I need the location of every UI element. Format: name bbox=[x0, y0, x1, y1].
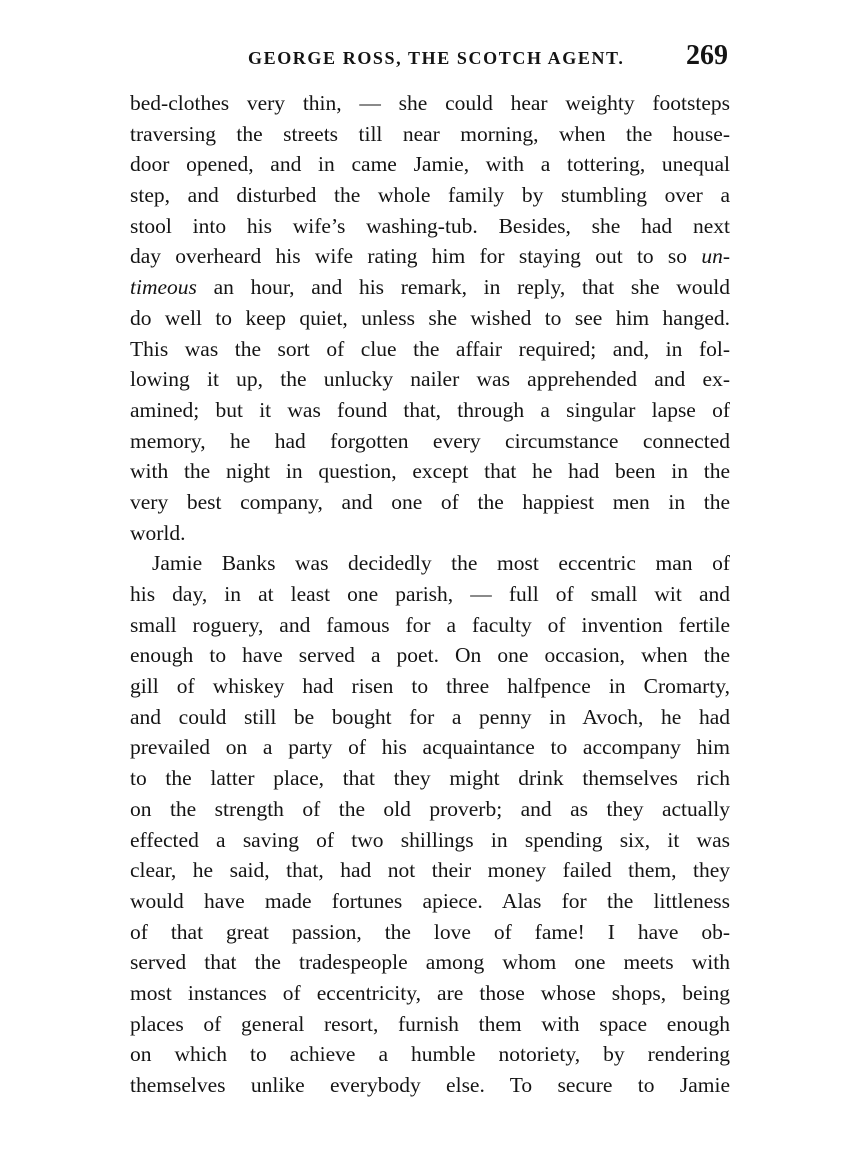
text-line: do well to keep quiet, unless she wished to see him hanged. bbox=[130, 305, 730, 330]
text-line: of that great passion, the love of fame! I have ob- bbox=[130, 919, 730, 944]
text-line: This was the sort of clue the affair required; and, in fol- bbox=[130, 336, 730, 361]
text-line: stool into his wife’s washing-tub. Besides, she had next bbox=[130, 213, 730, 238]
text-line: most instances of eccentricity, are those whose shops, being bbox=[130, 980, 730, 1005]
running-head bbox=[130, 40, 730, 76]
text-line: amined; but it was found that, through a singular lapse of bbox=[130, 397, 730, 422]
text-line: on the strength of the old proverb; and as they actually bbox=[130, 796, 730, 821]
text-segment: an hour, and his remark, in reply, that she would bbox=[213, 275, 730, 300]
text-line: to the latter place, that they might drink themselves rich bbox=[130, 766, 730, 791]
text-line: and could still be bought for a penny in Avoch, he had bbox=[130, 704, 730, 729]
text-line: bed-clothes very thin, — she could hear weighty footsteps bbox=[130, 91, 730, 115]
text-line: themselves unlike everybody else. To secure to Jamie bbox=[130, 1073, 730, 1097]
text-line: on which to achieve a humble notoriety, by rendering bbox=[130, 1042, 730, 1067]
italic-word: timeous bbox=[130, 275, 197, 300]
text-line: would have made fortunes apiece. Alas for the littleness bbox=[130, 888, 730, 913]
text-line: world. bbox=[130, 520, 186, 545]
page-number: 269 bbox=[686, 40, 728, 71]
text-line: with the night in question, except that he had been in the bbox=[130, 459, 730, 484]
text-line: very best company, and one of the happiest men in the bbox=[130, 489, 730, 514]
text-line: clear, he said, that, had not their money failed them, they bbox=[130, 858, 730, 883]
text-line: lowing it up, the unlucky nailer was apprehended and ex- bbox=[130, 367, 730, 392]
text-line: step, and disturbed the whole family by stumbling over a bbox=[130, 183, 730, 208]
paragraph-start-line: Jamie Banks was decidedly the most eccentric man of bbox=[152, 551, 730, 576]
text-line bbox=[130, 241, 730, 272]
text-line: served that the tradespeople among whom one meets with bbox=[130, 950, 730, 975]
text-line: his day, in at least one parish, — full of small wit and bbox=[130, 582, 730, 606]
text-line bbox=[130, 272, 730, 303]
text-line: places of general resort, furnish them with space enough bbox=[130, 1011, 730, 1036]
text-line: small roguery, and famous for a faculty of invention fertile bbox=[130, 612, 730, 637]
text-line: effected a saving of two shillings in spending six, it was bbox=[130, 827, 730, 852]
text-line: prevailed on a party of his acquaintance to accompany him bbox=[130, 735, 730, 760]
text-line: traversing the streets till near morning, when the house- bbox=[130, 121, 730, 146]
body-text bbox=[130, 88, 730, 1101]
text-line: enough to have served a poet. On one occasion, when the bbox=[130, 643, 730, 668]
text-line: gill of whiskey had risen to three halfpence in Cromarty, bbox=[130, 674, 730, 699]
running-title: GEORGE ROSS, THE SCOTCH AGENT. bbox=[248, 48, 625, 68]
text-line: memory, he had forgotten every circumstance connected bbox=[130, 428, 730, 453]
italic-word: un- bbox=[701, 244, 730, 269]
text-line: door opened, and in came Jamie, with a tottering, unequal bbox=[130, 152, 730, 177]
text-segment: day overheard his wife rating him for staying out to so bbox=[130, 244, 688, 269]
